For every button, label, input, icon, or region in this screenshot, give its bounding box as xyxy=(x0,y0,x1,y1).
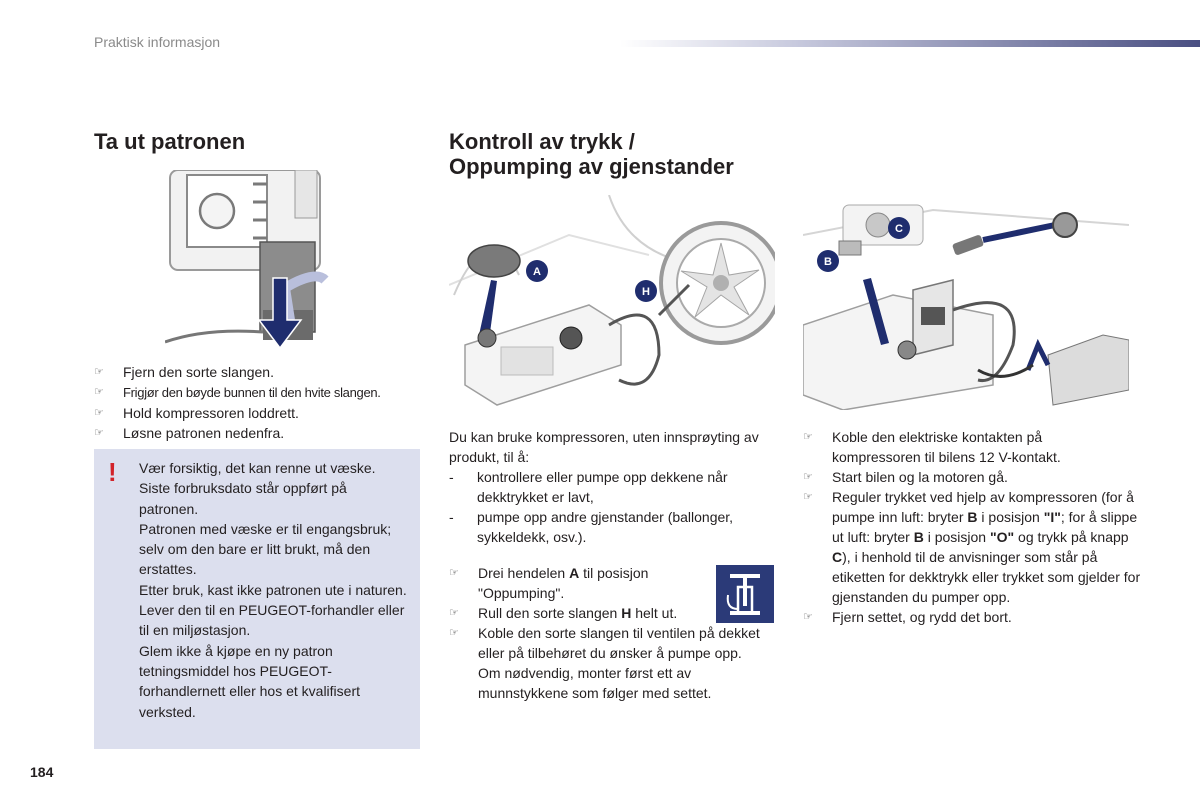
hand-pointer-icon: ☞ xyxy=(803,491,813,503)
hand-pointer-icon: ☞ xyxy=(803,611,813,623)
hand-pointer-icon: ☞ xyxy=(803,431,813,443)
list-item: ☞ Reguler trykket ved hjelp av kompressoren (for å pumpe inn luft: bryter B i posisjon "I"; for å slippe ut luft: bryter B i posisjon "O" og trykk på knapp C), i henhold til de anvisninger som står på etiketten for dekktrykk eller trykket som gjelder for gjenstanden du pumper opp. xyxy=(803,489,1141,605)
title-pressure-check: Kontroll av trykk / Oppumping av gjenstander xyxy=(449,129,734,179)
remove-cartridge-steps xyxy=(94,362,424,443)
warning-text: Vær forsiktig, det kan renne ut væske. Siste forbruksdato står oppført på patronen. Patronen med væske er til engangsbruk; selv om den bare er litt brukt, må den erstattes. Etter bruk, kast ikke patronen ute i naturen. Lever den til en PEUGEOT-forhandler eller til en miljøstasjon. Glem ikke å kjøpe en ny patron tetningsmiddel hos PEUGEOT-forhandlernett eller hos et kvalifisert verksted. xyxy=(139,460,407,720)
hand-pointer-icon: ☞ xyxy=(94,366,104,378)
warning-box xyxy=(94,449,420,749)
section-header: Praktisk informasjon xyxy=(94,34,221,50)
list-item: ☞ Løsne patronen nedenfra. xyxy=(94,425,285,441)
hand-pointer-icon: ☞ xyxy=(94,407,104,419)
label-c: C xyxy=(895,223,903,235)
hand-pointer-icon: ☞ xyxy=(94,427,104,439)
list-item: ☞ Fjern settet, og rydd det bort. xyxy=(803,609,1012,625)
page-number: 184 xyxy=(30,764,54,780)
label-h: H xyxy=(642,286,650,298)
list-item: - pumpe opp andre gjenstander (ballonger, sykkeldekk, osv.). xyxy=(449,509,734,545)
hand-pointer-icon: ☞ xyxy=(94,386,104,398)
illustration-compressor-socket xyxy=(803,195,1129,410)
list-item: ☞ Fjern den sorte slangen. xyxy=(94,364,274,380)
label-b: B xyxy=(824,256,832,268)
warning-icon: ! xyxy=(108,457,117,487)
hand-pointer-icon: ☞ xyxy=(803,471,813,483)
label-a: A xyxy=(533,266,541,278)
list-item: - kontrollere eller pumpe opp dekkene når dekktrykket er lavt, xyxy=(449,469,728,505)
list-item: ☞ Drei hendelen A til posisjon "Oppumping". xyxy=(449,565,649,601)
uses-list xyxy=(449,467,779,547)
list-item: ☞ Hold kompressoren loddrett. xyxy=(94,405,299,421)
list-item: ☞ Start bilen og la motoren gå. xyxy=(803,469,1008,485)
hand-pointer-icon: ☞ xyxy=(449,567,459,579)
list-item: ☞ Frigjør den bøyde bunnen til den hvite slangen. xyxy=(94,382,424,403)
list-item: ☞ Koble den sorte slangen til ventilen på dekket eller på tilbehøret du ønsker å pumpe opp. Om nødvendig, monter først ett av munnstykkene som følger med settet. xyxy=(449,625,760,701)
hand-pointer-icon: ☞ xyxy=(449,607,459,619)
hand-pointer-icon: ☞ xyxy=(449,627,459,639)
list-item: ☞ Koble den elektriske kontakten på kompressoren til bilens 12 V-kontakt. xyxy=(803,429,1061,465)
connect-steps xyxy=(803,427,1141,627)
title-remove-cartridge: Ta ut patronen xyxy=(94,129,246,154)
pressure-intro: Du kan bruke kompressoren, uten innsprøyting av produkt, til å: - kontrollere eller pumpe opp dekkene når dekktrykket er lavt, - pumpe opp andre gjenstander (ballonger, sykkeldekk, osv.). xyxy=(449,427,779,547)
list-item: ☞ Rull den sorte slangen H helt ut. xyxy=(449,605,678,621)
illustration-remove-cartridge xyxy=(165,170,340,350)
header-gradient-bar xyxy=(620,40,1200,47)
tire-pump-icon xyxy=(716,565,774,623)
illustration-compressor-wheel xyxy=(449,195,775,410)
